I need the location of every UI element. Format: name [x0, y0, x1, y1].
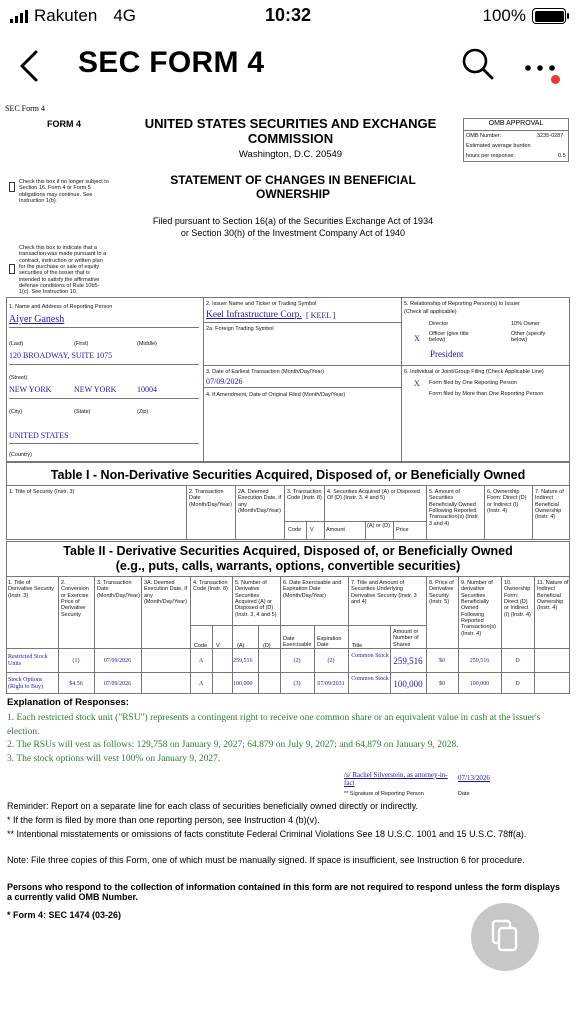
zip: 10004 — [137, 385, 157, 394]
t1-sub-ad: (A) or (D) — [367, 523, 390, 529]
last-label: (Last) — [9, 341, 24, 347]
page-title: SEC FORM 4 — [78, 46, 265, 79]
divider — [9, 443, 199, 444]
rule-10b5-1-checkbox[interactable] — [9, 264, 15, 274]
t2-row2-price: $0 — [439, 681, 445, 687]
battery-icon — [532, 8, 566, 24]
table-2-subtitle: (e.g., puts, calls, warrants, options, convertible securities) — [115, 559, 461, 573]
t2-col-7: 7. Title and Amount of Securities Underlying Derivative Security (Instr. 3 and 4) — [351, 580, 417, 605]
t2-col-11: 11. Nature of Indirect Beneficial Ownership (Instr. 4) — [537, 580, 569, 612]
t2-row1-underlying: Common Stock — [351, 653, 389, 659]
t2-sub-title: Title — [352, 643, 363, 649]
t2-row1-shares: 259,516 — [393, 656, 423, 666]
t2-row2-expiration: 07/09/2031 — [317, 681, 345, 687]
first-label: (First) — [74, 341, 89, 347]
t2-row1-exercisable: (2) — [293, 658, 301, 664]
filing-one-label: Form filed by One Reporting Person — [429, 380, 518, 386]
signature-name: /s/ Rachel Silverstein, as attorney-in-fact — [344, 771, 448, 788]
foreign-symbol-label: 2a. Foreign Trading Symbol — [206, 326, 274, 332]
divider — [58, 576, 59, 694]
divider — [426, 485, 427, 540]
carrier-name: Rakuten — [34, 6, 98, 25]
t2-sub-d: (D) — [263, 643, 271, 649]
t2-sub-v: V — [216, 643, 220, 649]
t2-col-6: 6. Date Exercisable and Expiration Date (Month/Day/Year) — [283, 580, 342, 599]
earliest-transaction-date: 07/09/2026 — [206, 377, 243, 386]
divider — [484, 485, 485, 540]
ticker: [ KEEL ] — [306, 311, 336, 320]
divider — [532, 485, 533, 540]
t2-row2-owned: 100,000 — [469, 681, 490, 687]
t1-col-7: 7. Nature of Indirect Beneficial Ownership (Instr. 4) — [535, 489, 564, 521]
t2-row1-title: Restricted Stock Units — [8, 654, 48, 667]
t2-row1-form: D — [515, 658, 520, 664]
t2-row2-underlying: Common Stock — [351, 676, 389, 682]
t1-sub-v: V — [310, 527, 314, 533]
filed-pursuant-1: Filed pursuant to Section 16(a) of the Securities Exchange Act of 1934 — [152, 216, 434, 226]
state-label: (State) — [74, 409, 91, 415]
t1-col-3: 3. Transaction Code (Instr. 8) — [287, 489, 322, 502]
signature-date-label: Date — [458, 791, 470, 797]
signature-date: 07/13/2026 — [458, 774, 490, 782]
t2-row2-title: Stock Options (Right to Buy) — [8, 677, 44, 690]
footer-omb-note: Persons who respond to the collection of information contained in this form are not required to respond unless the form displays a currently valid OMB Number. — [7, 882, 561, 903]
form-name: FORM 4 — [47, 119, 82, 129]
city-label: (City) — [9, 409, 23, 415]
t2-sub-exercisable: Date Exercisable — [283, 636, 312, 649]
divider — [458, 576, 459, 694]
t2-row1-date: 07/09/2026 — [103, 658, 132, 664]
t2-col-8: 8. Price of Derivative Security (Instr. 5) — [429, 580, 454, 605]
divider — [280, 576, 281, 694]
t2-sub-code: Code — [194, 643, 208, 649]
omb-burden-label: Estimated average burden — [466, 143, 531, 149]
box1-label: 1. Name and Address of Reporting Person — [9, 304, 113, 310]
divider — [365, 521, 366, 540]
checkbox-2-text: Check this box to indicate that a transaction was made pursuant to a contract, instruction or written plan for the purchase or sale of equity securities of the issuer that is intended to satisfy the affirmative defense conditions of Rule 10b5-1(c). See Instruction 10. — [19, 245, 107, 296]
statement-title: STATEMENT OF CHANGES IN BENEFICIAL OWNERSHIP — [170, 173, 416, 201]
clock: 10:32 — [264, 5, 312, 25]
divider — [232, 576, 233, 694]
footer-note-1: * If the form is filed by more than one reporting person, see Instruction 4 (b)(v). — [7, 815, 320, 825]
t2-row1-code: A — [198, 658, 204, 664]
t1-col-5: 5. Amount of Securities Beneficially Owned Following Reported Transaction(s) (Instr. 3 and 4) — [429, 489, 480, 527]
t2-row1-acquired: 259,516 — [233, 658, 253, 664]
t2-sub-a: (A) — [237, 643, 245, 649]
divider — [401, 297, 402, 462]
city: NEW YORK — [9, 385, 52, 394]
back-arrow-icon[interactable] — [14, 46, 46, 86]
network-type: 4G — [113, 6, 137, 25]
director-label: Director — [429, 321, 449, 327]
box5-sub: (Check all applicable) — [404, 309, 457, 315]
omb-number: 3235-0287 — [537, 133, 564, 139]
divider — [501, 576, 502, 694]
divider — [94, 576, 95, 694]
filing-more-label: Form filed by More than One Reporting Person — [429, 391, 544, 397]
t2-col-4: 4. Transaction Code (Instr. 8) — [193, 580, 228, 593]
divider — [306, 521, 307, 540]
zip-label: (Zip) — [137, 409, 149, 415]
t2-col-9: 9. Number of derivative Securities Beneficially Owned Following Reported Transaction(s) (Instr. 4) — [461, 580, 496, 637]
t2-col-3a: 3A. Deemed Execution Date, if any (Month/Day/Year) — [144, 580, 188, 605]
divider — [348, 576, 349, 694]
t2-row2-exercisable: (3) — [293, 681, 301, 687]
t2-row2-date: 07/09/2026 — [103, 681, 132, 687]
divider — [393, 521, 394, 540]
divider — [6, 576, 570, 577]
t2-row2-conversion: $4.56 — [69, 681, 83, 687]
t1-col-4: 4. Securities Acquired (A) or Disposed Of (D) (Instr. 3, 4 and 5) — [327, 489, 420, 502]
omb-hours: 0.5 — [558, 153, 566, 159]
divider — [190, 576, 191, 694]
t2-sub-expiration: Expiration Date — [317, 636, 342, 649]
omb-number-label: OMB Number: — [466, 133, 502, 139]
t2-col-3: 3. Transaction Date (Month/Day/Year) — [97, 580, 140, 599]
battery-info — [483, 6, 566, 26]
divider — [203, 322, 401, 323]
divider — [6, 672, 570, 673]
middle-label: (Middle) — [137, 341, 157, 347]
country: UNITED STATES — [9, 431, 69, 440]
t1-sub-code: Code — [288, 527, 302, 533]
box4-label: 4. If Amendment, Date of Original Filed (Month/Day/Year) — [206, 392, 346, 398]
t2-col-5: 5. Number of Derivative Securities Acquired (A) or Disposed of (D) (Instr. 3, 4 and 5) — [235, 580, 277, 618]
footer-reminder: Reminder: Report on a separate line for each class of securities beneficially owned directly or indirectly. — [7, 801, 419, 811]
explanation-heading: Explanation of Responses: — [7, 697, 129, 708]
divider — [212, 625, 213, 694]
battery-percent: 100% — [482, 6, 526, 25]
commission-location: Washington, D.C. 20549 — [238, 149, 343, 160]
divider — [235, 485, 236, 540]
footer-note-3: Note: File three copies of this Form, one of which must be manually signed. If space is insufficient, see Instruction 6 for procedure. — [7, 855, 525, 865]
t2-row1-conversion: (1) — [72, 658, 80, 664]
table-2-title: Table II - Derivative Securities Acquired, Disposed of, or Beneficially Owned — [63, 544, 513, 558]
street-label: (Street) — [9, 375, 28, 381]
box6-label: 6. Individual or Joint/Group Filing (Check Applicable Line) — [404, 369, 544, 375]
other-label: Other (specify below) — [511, 331, 546, 344]
t2-row2-form: D — [515, 681, 520, 687]
commission-title: UNITED STATES SECURITIES AND EXCHANGE COMMISSION — [144, 116, 437, 146]
t1-col-2a: 2A. Deemed Execution Date, if any (Month/Day/Year) — [238, 489, 282, 514]
officer-label: Officer (give title below) — [429, 331, 469, 344]
t2-col-1: 1. Title of Derivative Security (Instr. 3) — [8, 580, 54, 599]
divider — [9, 364, 199, 365]
sec-form-document — [3, 101, 573, 931]
divider — [463, 130, 569, 131]
table-1-title: Table I - Non-Derivative Securities Acquired, Disposed of, or Beneficially Owned — [50, 468, 526, 482]
country-label: (Country) — [9, 452, 32, 458]
notification-dot — [551, 75, 560, 84]
t2-row2-acquired: 100,000 — [233, 681, 253, 687]
officer-mark: X — [414, 334, 420, 343]
copy-button[interactable] — [471, 903, 539, 971]
footer-form-id: * Form 4: SEC 1474 (03-26) — [7, 910, 122, 920]
omb-title: OMB APPROVAL — [488, 120, 544, 127]
divider — [426, 576, 427, 694]
checkbox-1-text: Check this box if no longer subject to Section 16. Form 4 or Form 5 obligations may continue. See Instruction 1(b). — [19, 179, 109, 204]
t2-row2-code: A — [198, 681, 204, 687]
ten-percent-label: 10% Owner — [511, 321, 540, 327]
divider — [141, 576, 142, 694]
divider — [9, 398, 199, 399]
search-icon[interactable] — [460, 46, 496, 82]
t1-sub-amount: Amount — [326, 527, 345, 533]
t2-row1-owned: 259,516 — [469, 658, 490, 664]
issuer-name[interactable]: Keel Infrastructure Corp. — [206, 310, 302, 320]
footer-note-2: ** Intentional misstatements or omissions of facts constitute Federal Criminal Violations See 18 U.S.C. 1001 and 15 U.S.C. 78ff(a). — [7, 829, 527, 839]
t2-col-2: 2. Conversion or Exercise Price of Derivative Security — [61, 580, 89, 618]
box2-label: 2. Issuer Name and Ticker or Trading Symbol — [206, 301, 317, 307]
divider — [324, 485, 325, 540]
t2-row1-price: $0 — [439, 658, 445, 664]
app-header — [0, 32, 576, 98]
state: NEW YORK — [74, 385, 117, 394]
t2-row2-shares: 100,000 — [393, 679, 423, 689]
divider — [203, 387, 401, 388]
reporting-person-name[interactable]: Aiyer Ganesh — [9, 314, 65, 325]
signature-label: ** Signature of Reporting Person — [344, 791, 424, 797]
no-longer-subject-checkbox[interactable] — [9, 182, 15, 192]
explanation-item-1: 1. Each restricted stock unit ("RSU") represents a contingent right to receive one common share or an equivalent value in cash at the issuer's election. — [7, 713, 541, 737]
copy-icon — [471, 903, 539, 971]
divider — [9, 327, 199, 328]
t1-col-1: 1. Title of Security (Instr. 3) — [9, 489, 75, 495]
divider — [534, 576, 535, 694]
explanation-item-2: 2. The RSUs will vest as follows: 129,758 on January 9, 2027; 64,879 on July 9, 2027; and 64,879 on January 9, 2028. — [7, 740, 459, 750]
divider — [284, 485, 285, 540]
divider — [6, 485, 570, 486]
sec-form-label: SEC Form 4 — [5, 104, 46, 113]
divider — [203, 365, 570, 366]
t2-col-10: 10. Ownership Form: Direct (D) or Indirect (I) (Instr. 4) — [504, 580, 531, 618]
t1-sub-price: Price — [396, 527, 409, 533]
t1-col-6: 6. Ownership Form: Direct (D) or Indirect (I) (Instr. 4) — [487, 489, 527, 514]
box5-label: 5. Relationship of Reporting Person(s) to Issuer — [404, 301, 520, 307]
box3-label: 3. Date of Earliest Transaction (Month/Day/Year) — [206, 369, 325, 375]
status-bar — [0, 0, 576, 32]
omb-hours-label: hours per response: — [466, 153, 515, 159]
explanation-item-3: 3. The stock options will vest 100% on January 9, 2027. — [7, 754, 221, 764]
t2-sub-shares: Amount or Number of Shares — [393, 629, 419, 648]
divider — [258, 625, 259, 694]
filed-pursuant-2: or Section 30(h) of the Investment Company Act of 1940 — [180, 228, 406, 238]
individual-filing-mark: X — [414, 379, 420, 388]
divider — [186, 485, 187, 540]
t1-col-2: 2. Transaction Date (Month/Day/Year) — [189, 489, 232, 508]
street-address: 120 BROADWAY, SUITE 1075 — [9, 351, 113, 360]
t2-row1-expiration: (2) — [327, 658, 335, 664]
officer-title: President — [430, 349, 464, 359]
